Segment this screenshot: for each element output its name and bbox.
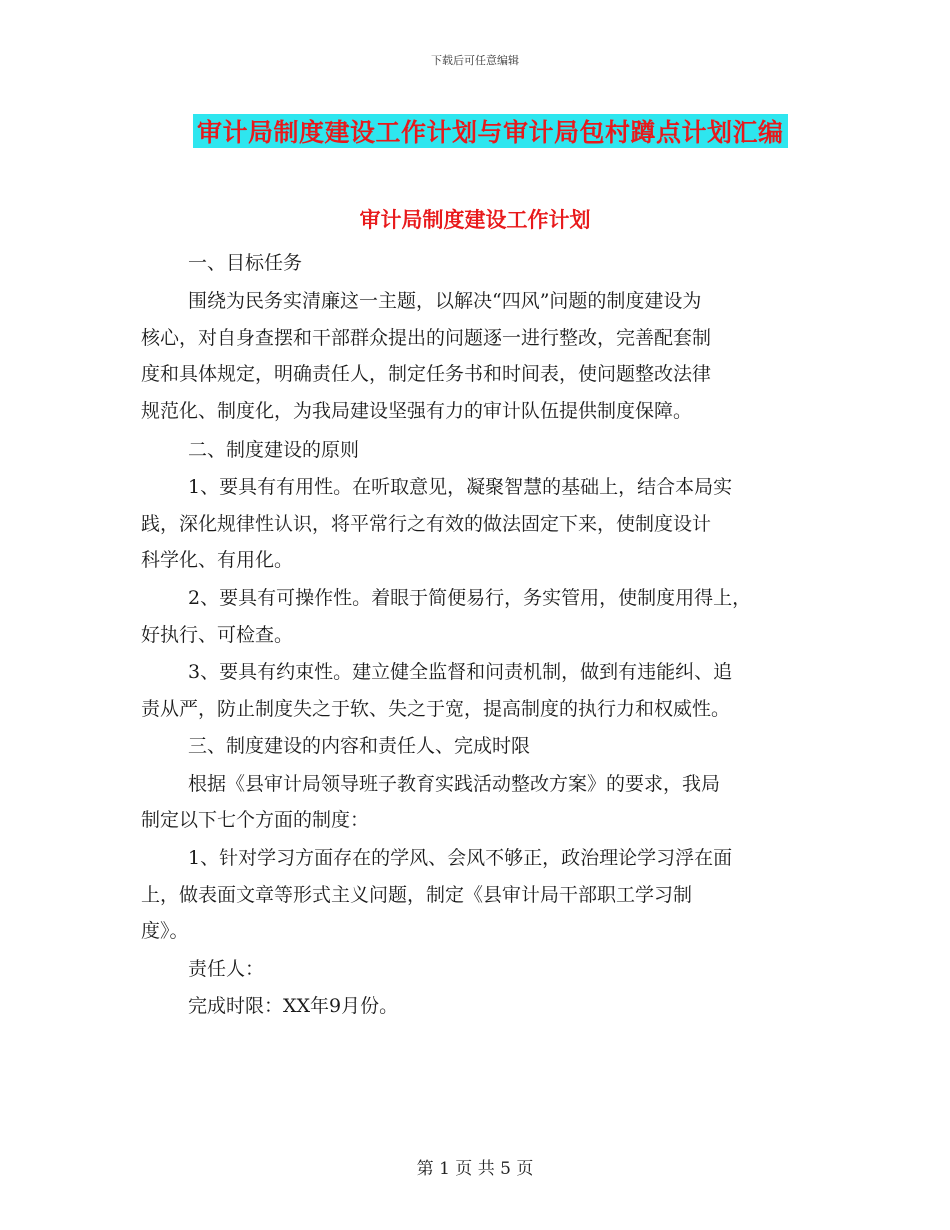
body-line: 规范化、制度化，为我局建设坚强有力的审计队伍提供制度保障。 (141, 400, 693, 422)
body-line: 制定以下七个方面的制度： (141, 809, 370, 831)
body-line: 一、目标任务 (188, 252, 303, 274)
body-line: 度》。 (141, 920, 189, 942)
body-line: 度和具体规定，明确责任人，制定任务书和时间表，使问题整改法律 (141, 363, 712, 385)
body-line: 1、针对学习方面存在的学风、会风不够正，政治理论学习浮在面 (188, 847, 733, 869)
body-line: 3、要具有约束性。建立健全监督和问责机制，做到有违能纠、追 (188, 661, 733, 683)
main-title: 审计局制度建设工作计划与审计局包村蹲点计划汇编 (197, 118, 784, 147)
main-title-highlight (193, 114, 788, 148)
body-line: 好执行、可检查。 (141, 624, 294, 646)
body-line: 1、要具有有用性。在听取意见，凝聚智慧的基础上，结合本局实 (188, 476, 733, 498)
body-line: 责任人： (188, 958, 265, 980)
body-line: 责从严，防止制度失之于软、失之于宽，提高制度的执行力和权威性。 (141, 698, 731, 720)
section-title: 审计局制度建设工作计划 (359, 208, 591, 232)
page-number-footer: 第 1 页 共 5 页 (416, 1159, 534, 1179)
body-line: 围绕为民务实清廉这一主题，以解决“四风”问题的制度建设为 (188, 290, 702, 312)
body-line: 上，做表面文章等形式主义问题，制定《县审计局干部职工学习制 (141, 884, 693, 906)
body-line: 践，深化规律性认识，将平常行之有效的做法固定下来，使制度设计 (141, 513, 712, 535)
body-line: 完成时限：XX年9月份。 (188, 995, 399, 1017)
body-line: 二、制度建设的原则 (188, 439, 360, 461)
body-line: 根据《县审计局领导班子教育实践活动整改方案》的要求，我局 (188, 773, 721, 795)
body-line: 2、要具有可操作性。着眼于简便易行，务实管用，使制度用得上， (188, 587, 752, 609)
page-header-note: 下载后可任意编辑 (431, 54, 519, 67)
body-line: 三、制度建设的内容和责任人、完成时限 (188, 735, 531, 757)
body-line: 科学化、有用化。 (141, 549, 294, 571)
body-line: 核心，对自身查摆和干部群众提出的问题逐一进行整改，完善配套制 (141, 327, 712, 349)
